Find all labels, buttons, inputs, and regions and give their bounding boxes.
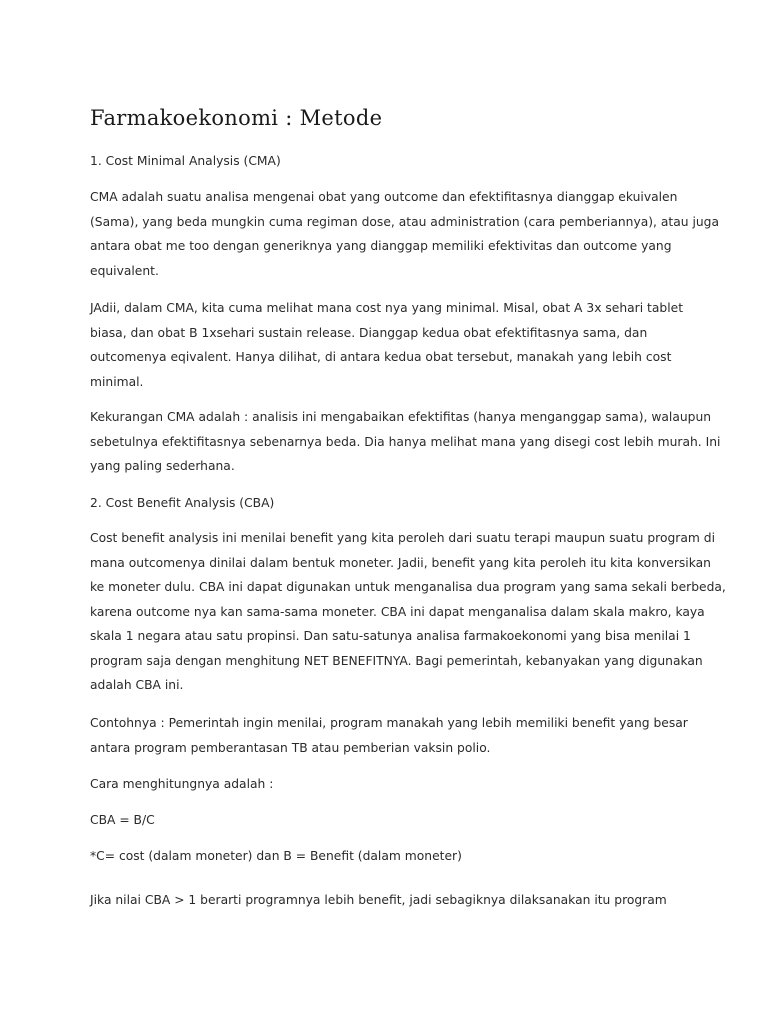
- text-line: Jika nilai CBA > 1 berarti programnya lebih benefit, jadi sebagiknya dilaksanakan itu program: [90, 893, 667, 907]
- text-line: CMA adalah suatu analisa mengenai obat yang outcome dan efektifitasnya dianggap ekuivalen: [90, 190, 678, 204]
- text-line: mana outcomenya dinilai dalam bentuk moneter. Jadii, benefit yang kita peroleh itu kita konversikan: [90, 555, 711, 570]
- text-line: skala 1 negara atau satu propinsi. Dan satu-satunya analisa farmakoekonomi yang bisa menilai 1: [90, 629, 691, 643]
- text-line: Cara menghitungnya adalah :: [90, 777, 274, 791]
- paragraph-cba-interpretation: [90, 888, 667, 913]
- section-heading-cba: [90, 491, 274, 516]
- text-line: equivalent.: [90, 263, 159, 278]
- text-line: Cost benefit analysis ini menilai benefit yang kita peroleh dari suatu terapi maupun suatu program di: [90, 531, 715, 545]
- text-line: antara obat me too dengan generiknya yang dianggap memiliki efektivitas dan outcome yang: [90, 239, 672, 253]
- text-line: 2. Cost Benefit Analysis (CBA): [90, 496, 275, 510]
- text-line: adalah CBA ini.: [90, 678, 184, 692]
- text-line: CBA = B/C: [90, 813, 155, 827]
- text-line: Contohnya : Pemerintah ingin menilai, program manakah yang lebih memiliki benefit yang besar: [90, 716, 688, 730]
- text-line: outcomenya eqivalent. Hanya dilihat, di antara kedua obat tersebut, manakah yang lebih cost: [90, 350, 672, 364]
- text-line: minimal.: [90, 374, 144, 389]
- text-line: yang paling sederhana.: [90, 459, 235, 473]
- text-line: program saja dengan menghitung NET BENEFITNYA. Bagi pemerintah, kebanyakan yang digunakan: [90, 653, 703, 668]
- paragraph-calculation-intro: [90, 772, 273, 797]
- paragraph-cba-definition: [90, 526, 726, 698]
- formula-legend: [90, 844, 462, 869]
- text-line: (Sama), yang beda mungkin cuma regiman dose, atau administration (cara pemberiannya), atau juga: [90, 214, 720, 229]
- formula-cba: [90, 808, 155, 833]
- paragraph-cba-example: [90, 711, 688, 760]
- paragraph-cma-example: [90, 296, 683, 394]
- text-line: biasa, dan obat B 1xsehari sustain release. Dianggap kedua obat efektifitasnya sama, dan: [90, 325, 648, 340]
- text-line: ke moneter dulu. CBA ini dapat digunakan untuk menganalisa dua program yang sama sekali berbeda,: [90, 580, 726, 594]
- document-title: Farmakoekonomi : Metode: [90, 106, 383, 130]
- text-line: sebetulnya efektifitasnya sebenarnya beda. Dia hanya melihat mana yang disegi cost lebih murah. Ini: [90, 434, 721, 449]
- text-line: antara program pemberantasan TB atau pemberian vaksin polio.: [90, 740, 491, 755]
- paragraph-cma-weakness: [90, 405, 720, 479]
- text-line: Kekurangan CMA adalah : analisis ini mengabaikan efektifitas (hanya menganggap sama), walaupun: [90, 410, 712, 424]
- text-line: karena outcome nya kan sama-sama moneter. CBA ini dapat menganalisa dalam skala makro, kaya: [90, 604, 705, 619]
- section-heading-cma: [90, 149, 281, 174]
- paragraph-cma-definition: [90, 185, 719, 283]
- text-line: 1. Cost Minimal Analysis (CMA): [90, 154, 281, 168]
- text-line: *C= cost (dalam moneter) dan B = Benefit (dalam moneter): [90, 849, 462, 863]
- text-line: JAdii, dalam CMA, kita cuma melihat mana cost nya yang minimal. Misal, obat A 3x sehari tablet: [90, 301, 684, 315]
